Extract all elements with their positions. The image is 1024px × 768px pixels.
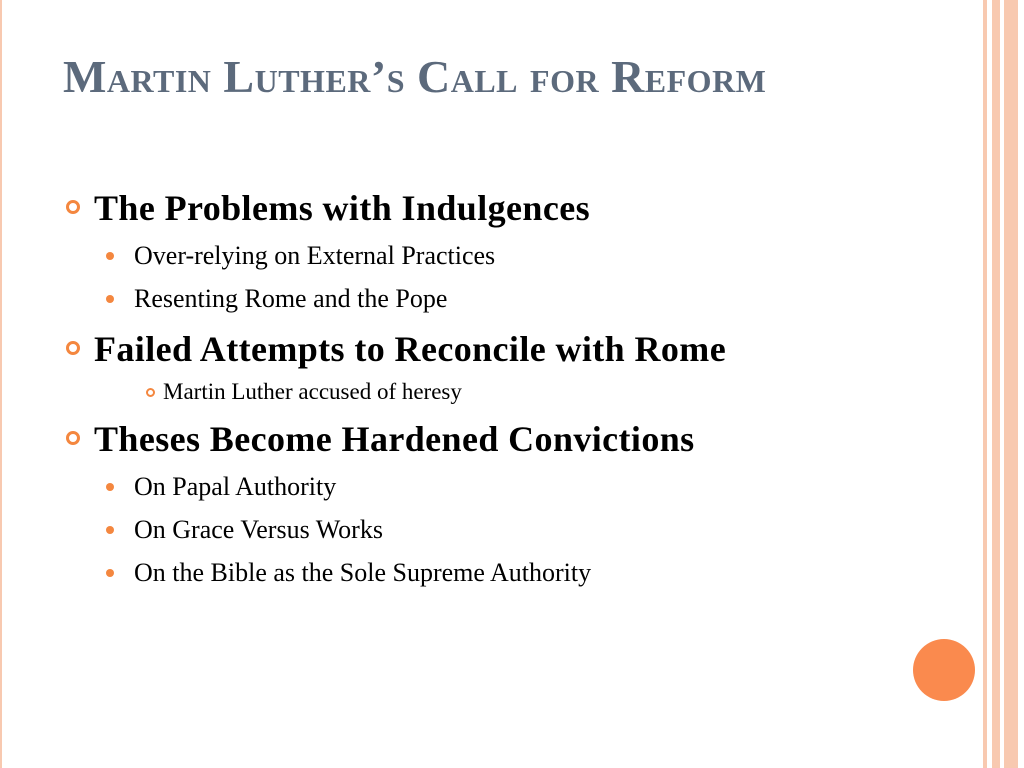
filled-dot-bullet-icon bbox=[106, 252, 114, 260]
bullet-item-level3 bbox=[62, 376, 882, 408]
decorative-stripe bbox=[1004, 0, 1018, 768]
bullet-text: Resenting Rome and the Pope bbox=[134, 284, 448, 313]
filled-dot-bullet-icon bbox=[106, 483, 114, 491]
hollow-circle-bullet-icon bbox=[66, 431, 80, 445]
left-edge-line bbox=[0, 0, 2, 768]
bullet-text: On the Bible as the Sole Supreme Authority bbox=[134, 558, 592, 587]
hollow-circle-bullet-icon bbox=[66, 341, 80, 355]
bullet-item-level1 bbox=[62, 326, 882, 372]
bullet-item-level2 bbox=[62, 465, 882, 508]
bullet-text: On Grace Versus Works bbox=[134, 515, 383, 544]
bullet-item-level1 bbox=[62, 416, 882, 462]
bullet-item-level2 bbox=[62, 277, 882, 320]
filled-dot-bullet-icon bbox=[106, 295, 114, 303]
bullet-text: Theses Become Hardened Convictions bbox=[94, 419, 695, 459]
bullet-text: Over-relying on External Practices bbox=[134, 241, 496, 270]
decorative-circle bbox=[913, 639, 975, 701]
bullet-item-level2 bbox=[62, 234, 882, 277]
bullet-item-level1 bbox=[62, 185, 882, 231]
slide-content bbox=[62, 185, 882, 594]
filled-dot-bullet-icon bbox=[106, 569, 114, 577]
hollow-circle-bullet-icon bbox=[66, 200, 80, 214]
decorative-stripe bbox=[992, 0, 1000, 768]
bullet-item-level2 bbox=[62, 551, 882, 594]
decorative-stripe bbox=[983, 0, 987, 768]
small-hollow-circle-bullet-icon bbox=[146, 388, 155, 397]
slide-title: Martin Luther’s Call for Reform bbox=[63, 51, 767, 102]
bullet-text: On Papal Authority bbox=[134, 472, 337, 501]
bullet-text: The Problems with Indulgences bbox=[94, 188, 590, 228]
bullet-text: Failed Attempts to Reconcile with Rome bbox=[94, 329, 727, 369]
filled-dot-bullet-icon bbox=[106, 526, 114, 534]
bullet-item-level2 bbox=[62, 508, 882, 551]
bullet-text: Martin Luther accused of heresy bbox=[163, 379, 462, 404]
